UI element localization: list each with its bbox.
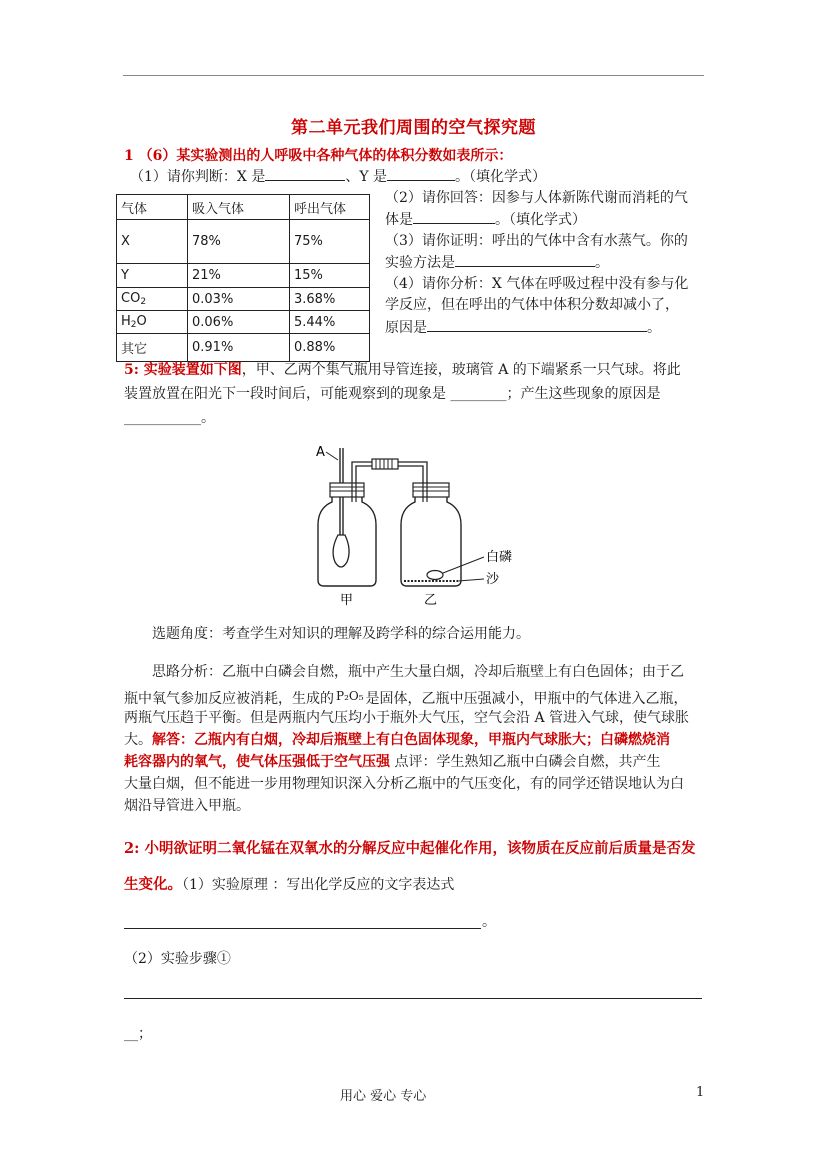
table-row [117, 220, 370, 264]
label-pointer [443, 557, 484, 573]
text: 。 [595, 255, 609, 271]
stopper-yi [413, 483, 449, 497]
table-row [117, 288, 370, 311]
table-header-row [117, 195, 370, 220]
answer-blank[interactable] [265, 166, 345, 181]
table-cell: 21% [188, 264, 290, 288]
formula-text: H [121, 314, 131, 329]
page-number: 1 [696, 1085, 705, 1100]
formula-text: CO [121, 291, 141, 306]
table-cell-co2 [117, 288, 188, 311]
text: ，甲、乙两个集气瓶用导管连接，玻璃管 A 的下端紧系一只气球。将此 [241, 362, 681, 378]
q2-steps: （2）实验步骤① [124, 951, 231, 967]
table-cell: 3.68% [290, 288, 370, 311]
table-row [117, 334, 370, 362]
table-row [117, 264, 370, 288]
table-cell: 78% [188, 220, 290, 264]
balloon [333, 535, 349, 567]
table-row [117, 311, 370, 334]
header-rule [123, 75, 704, 76]
q5-lead: 5: 实验装置如下图 [124, 362, 242, 378]
formula-text: O [136, 314, 147, 329]
text: 。 [647, 320, 661, 336]
formula-subscript: 2 [130, 320, 137, 330]
table-cell: 0.91% [188, 334, 290, 362]
analysis-line5 [124, 751, 704, 773]
table-cell: 5.44% [290, 311, 370, 334]
table-header-cell: 呼出气体 [290, 195, 370, 220]
period: 。 [482, 914, 496, 930]
table-header-cell: 气体 [117, 195, 188, 220]
label-jia: 甲 [340, 593, 354, 608]
answer-line[interactable] [124, 998, 702, 999]
p2o5-formula: P₂O₅ [336, 689, 364, 703]
text: 瓶中氧气参加反应被消耗，生成的 [124, 691, 334, 707]
apparatus-figure [300, 440, 560, 610]
formula-subscript: 2 [140, 297, 147, 307]
answer-blank[interactable] [455, 252, 595, 267]
q1-part4-line1: （4）请你分析：X 气体在呼吸过程中没有参与化 [385, 276, 689, 292]
q5-line3: ___________。 [124, 410, 215, 426]
text: 。（填化学式） [495, 212, 586, 228]
gas-volume-table [116, 194, 370, 362]
stopper-jia [330, 483, 364, 497]
q2-tail: __； [124, 1026, 152, 1042]
analysis-line7: 烟沿导管进入甲瓶。 [124, 798, 250, 814]
table-cell: 0.03% [188, 288, 290, 311]
q1-part1-a: （1）请你判断：X 是 [130, 169, 266, 185]
analysis-line1: 思路分析：乙瓶中白磷会自燃，瓶中产生大量白烟，冷却后瓶壁上有白色固体；由于乙 [152, 664, 684, 680]
q1-part4-line3 [385, 317, 661, 339]
label-sha: 沙 [486, 572, 500, 587]
analysis-line4 [124, 729, 704, 751]
label-a: A [316, 445, 325, 460]
page-title: 第二单元我们周围的空气探究题 [291, 118, 536, 138]
q2-lead-line1: 2: 小明欲证明二氧化锰在双氧水的分解反应中起催化作用，该物质在反应前后质量是否发 [124, 840, 696, 857]
footer-motto: 用心 爱心 专心 [340, 1089, 427, 1104]
text: 大。 [124, 732, 152, 748]
answer-blank[interactable] [413, 209, 495, 224]
table-cell: X [117, 220, 188, 264]
analysis-line6: 大量白烟，但不能进一步用物理知识深入分析乙瓶中的气压变化，有的同学还错误地认为白 [124, 776, 684, 792]
table-cell: 0.88% [290, 334, 370, 362]
q2-lead: 生变化。 [124, 876, 182, 893]
table-cell-h2o [117, 311, 188, 334]
selection-angle: 选题角度：考查学生对知识的理解及跨学科的综合运用能力。 [152, 626, 530, 642]
answer-text: 解答：乙瓶内有白烟，冷却后瓶壁上有白色固体现象，甲瓶内气球胀大；白磷燃烧消 [152, 732, 670, 748]
q1-part3-line1: （3）请你证明：呼出的气体中含有水蒸气。你的 [385, 233, 688, 249]
q1-part2-line1: （2）请你回答：因参与人体新陈代谢而消耗的气 [385, 190, 688, 206]
label-bailin: 白磷 [486, 550, 513, 565]
q1-part1-c: 。（填化学式） [455, 169, 547, 185]
q1-part2-line2 [385, 209, 586, 231]
table-cell: 15% [290, 264, 370, 288]
label-pointer [326, 452, 338, 460]
q1-part4-line2: 学反应，但在呼出的气体中体积分数却减小了， [385, 297, 679, 313]
q1-part1-b: 、Y 是 [345, 169, 388, 185]
answer-line[interactable] [124, 928, 481, 929]
comment-text: 点评：学生熟知乙瓶中白磷会自燃，共产生 [390, 754, 661, 770]
answer-blank[interactable] [387, 166, 455, 181]
label-pointer [458, 579, 484, 581]
answer-blank[interactable] [427, 317, 647, 332]
text: 实验方法是 [385, 255, 455, 271]
white-phosphorus [427, 571, 443, 580]
text: 是固体，乙瓶中压强减小，甲瓶中的气体进入乙瓶， [365, 691, 688, 707]
q2-principle: （1）实验原理 ：写出化学反应的文字表达式 [182, 877, 455, 893]
label-yi: 乙 [424, 593, 438, 608]
table-cell: 75% [290, 220, 370, 264]
answer-text: 耗容器内的氧气，使气体压强低于空气压强 [124, 754, 390, 770]
q1-part1 [130, 166, 546, 187]
text: 原因是 [385, 320, 427, 336]
q5-line1 [124, 359, 704, 381]
q1-part3-line2 [385, 252, 609, 274]
q1-header: 1 （6）某实验测出的人呼吸中各种气体的体积分数如表所示： [124, 148, 513, 164]
q5-line2: 装置放置在阳光下一段时间后，可能观察到的现象是 ________；产生这些现象的原因是 [124, 386, 661, 402]
text: 体是 [385, 212, 413, 228]
analysis-line3: 两瓶气压趋于平衡。但是两瓶内气压均小于瓶外大气压，空气会沿 A 管进入气球，使气球胀 [124, 710, 690, 726]
table-cell: Y [117, 264, 188, 288]
q2-lead-line2 [124, 874, 704, 896]
table-header-cell: 吸入气体 [188, 195, 290, 220]
table-cell: 0.06% [188, 311, 290, 334]
table-cell: 其它 [117, 334, 188, 362]
